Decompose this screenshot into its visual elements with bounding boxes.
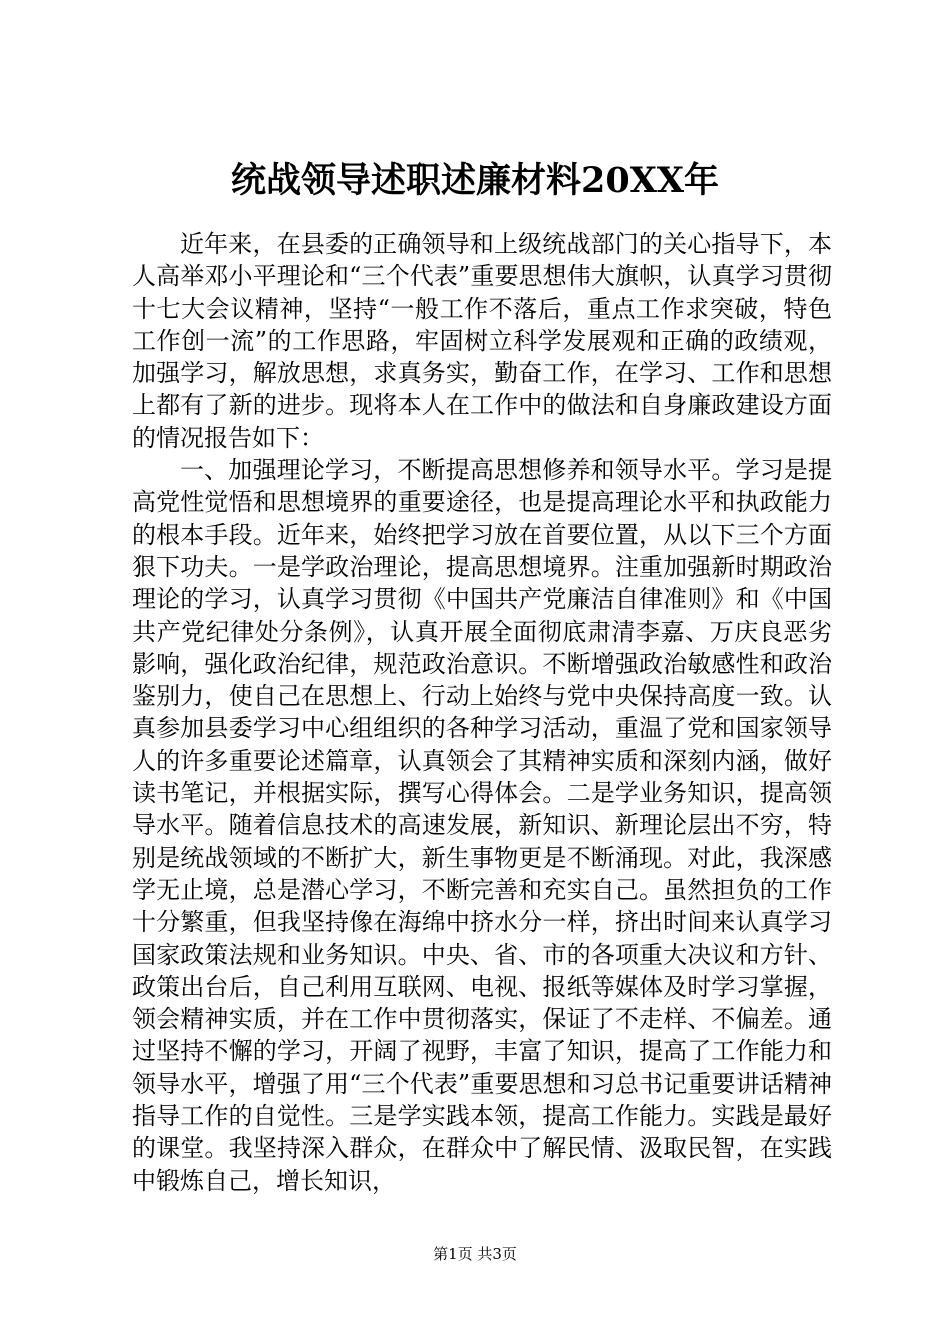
document-body [132, 228, 832, 1197]
section-one-paragraph: 一、加强理论学习，不断提高思想修养和领导水平。学习是提高党性觉悟和思想境界的重要途径，也是提高理论水平和执政能力的根本手段。近年来，始终把学习放在首要位置，从以下三个方面狠下功夫。一是学政治理论，提高思想境界。注重加强新时期政治理论的学习，认真学习贯彻《中国共产党廉洁自律准则》和《中国共产党纪律处分条例》，认真开展全面彻底肃清李嘉、万庆良恶劣影响，强化政治纪律，规范政治意识。不断增强政治敏感性和政治鉴别力，使自己在思想上、行动上始终与党中央保持高度一致。认真参加县委学习中心组组织的各种学习活动，重温了党和国家领导人的许多重要论述篇章，认真领会了其精神实质和深刻内涵，做好读书笔记，并根据实际，撰写心得体会。二是学业务知识，提高领导水平。随着信息技术的高速发展，新知识、新理论层出不穷，特别是统战领域的不断扩大，新生事物更是不断涌现。对此，我深感学无止境，总是潜心学习，不断完善和充实自己。虽然担负的工作十分繁重，但我坚持像在海绵中挤水分一样，挤出时间来认真学习国家政策法规和业务知识。中央、省、市的各项重大决议和方针、政策出台后，自己利用互联网、电视、报纸等媒体及时学习掌握，领会精神实质，并在工作中贯彻落实，保证了不走样、不偏差。通过坚持不懈的学习，开阔了视野，丰富了知识，提高了工作能力和领导水平，增强了用“三个代表”重要思想和习总书记重要讲话精神指导工作的自觉性。三是学实践本领，提高工作能力。实践是最好的课堂。我坚持深入群众，在群众中了解民情、汲取民智，在实践中锻炼自己，增长知识， [132, 456, 832, 1195]
document-title: 统战领导述职述廉材料20XX年 [230, 160, 720, 201]
page-number-footer: 第1页 共3页 [433, 1245, 517, 1263]
intro-paragraph: 近年来，在县委的正确领导和上级统战部门的关心指导下，本人高举邓小平理论和“三个代表”重要思想伟大旗帜，认真学习贯彻十七大会议精神，坚持“一般工作不落后，重点工作求突破，特色工作创一流”的工作思路，牢固树立科学发展观和正确的政绩观，加强学习，解放思想，求真务实，勤奋工作，在学习、工作和思想上都有了新的进步。现将本人在工作中的做法和自身廉政建设方面的情况报告如下： [132, 230, 832, 452]
